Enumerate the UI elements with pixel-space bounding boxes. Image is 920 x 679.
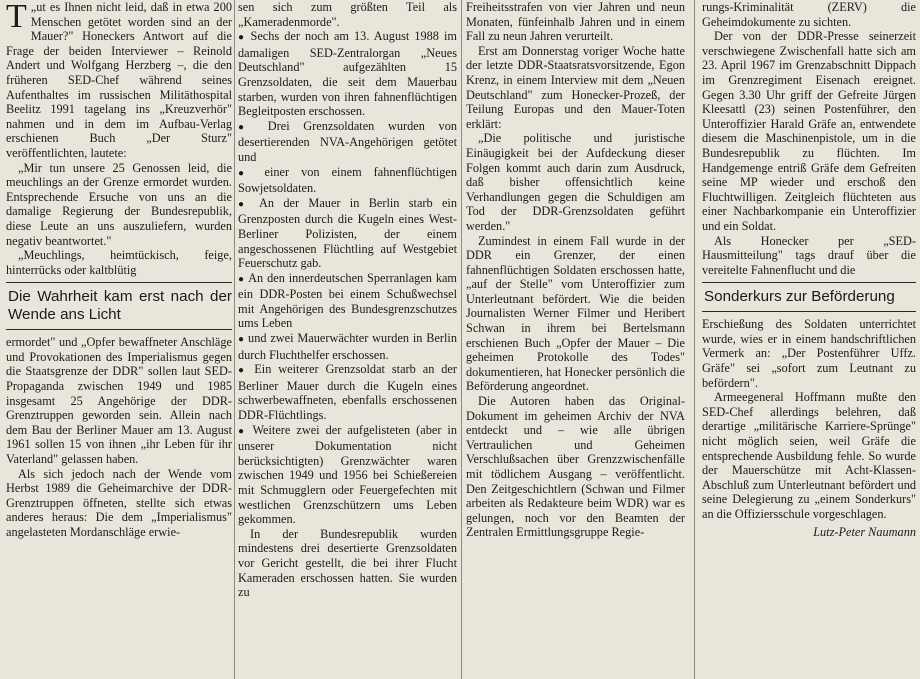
column-1 — [6, 0, 232, 679]
bullet-item: ● An den innerdeutschen Sperranlagen kam ein DDR-Posten bei einem Schußwechsel mit Angehörigen des Bundesgrenzschutzes ums Leben — [238, 271, 457, 331]
paragraph: sen sich zum größten Teil als „Kameradenmorde". — [238, 0, 457, 29]
paragraph: ermordet" und „Opfer bewaffneter Anschläge und Provokationen des Imperialismus gegen die Staatsgrenze der DDR" sollen laut SED-Propaganda zwischen 1949 und 1985 insgesamt 25 Angehörige der DDR-Grenztruppen geworden sein. Allein nach dem Bau der Berliner Mauer am 13. August 1961 sollen 15 von ihnen „ihr Leben für ihr Vaterland" gelassen haben. — [6, 335, 232, 467]
column-2 — [238, 0, 457, 679]
paragraph: „Mir tun unsere 25 Genossen leid, die meuchlings an der Grenze ermordet wurden. Entsprechende Ersuche von uns an die damalige Regierung der Bundesrepublik, diese Leute an uns auszuliefern, wurden negativ beantwortet." — [6, 160, 232, 248]
paragraph: Erschießung des Soldaten unterrichtet wurde, wies er in einem handschriftlichen Vermerk an: „Der Postenführer Uffz. Gräfe" sei „sofort zum Leutnant zu befördern". — [702, 317, 916, 390]
paragraph: rungs-Kriminalität (ZERV) die Geheimdokumente zu sichten. — [702, 0, 916, 29]
bullet-item: ● Ein weiterer Grenzsoldat starb an der Berliner Mauer durch die Kugeln eines schwerbewaffneten, ebenfalls erschossenen DDR-Flüchtlings. — [238, 362, 457, 422]
paragraph: In der Bundesrepublik wurden mindestens drei desertierte Grenzsoldaten vor Gericht gestellt, die bei ihrer Flucht Kameraden erschossen hatten. Sie wurden zu — [238, 526, 457, 600]
subheading: Die Wahrheit kam erst nach der Wende ans Licht — [8, 288, 232, 324]
author-byline: Lutz-Peter Naumann — [813, 524, 916, 539]
bullet-item: ● einer von einem fahnenflüchtigen Sowjetsoldaten. — [238, 165, 457, 196]
bullet-item: ● Sechs der noch am 13. August 1988 im damaligen SED-Zentralorgan „Neues Deutschland" aufgezählten 15 Grenzsoldaten, die seit dem Mauerbau starben, wurden von ihren fahnenflüchtigen Begleitposten erschossen. — [238, 29, 457, 119]
paragraph: Die Autoren haben das Original-Dokument im geheimen Archiv der NVA entdeckt und – wie alle übrigen Vertraulichen und Geheimen Verschlußsachen über Grenzzwischenfälle mit tödlichem Ausgang – veröffentlicht. Den Zeitgeschichtlern (Schwan und Filmer arbeiten als Redakteure beim WDR) war es gelungen, noch vor den Beamten der Zentralen Ermittlungsgruppe Regie- — [466, 394, 685, 540]
column-divider — [461, 0, 462, 679]
bullet-item: ● Drei Grenzsoldaten wurden von desertierenden NVA-Angehörigen getötet und — [238, 119, 457, 165]
paragraph: „Meuchlings, heimtückisch, feige, hinterrücks oder kaltblütig — [6, 248, 232, 277]
column-3 — [466, 0, 685, 679]
lead-paragraph: T „ut es Ihnen nicht leid, daß in etwa 200 Menschen getötet worden sind an der Mauer?" Honeckers Antwort auf die Frage der beiden Interviewer – Reinold Andert und Wolfgang Herzberg –, die den früheren SED-Chef während seines Aufenthaltes im russischen Militäthospital Beelitz 1991 tagelang ins „Kreuzverhör" nahmen und in dem im Aufbau-Verlag erschienen Buch „Der Sturz" veröffentlichten, lautete: — [6, 0, 232, 160]
subheading: Sonderkurs zur Beförderung — [704, 288, 895, 306]
bullet-item: ● und zwei Mauerwächter wurden in Berlin durch Fluchthelfer erschossen. — [238, 331, 457, 362]
column-4 — [702, 0, 916, 679]
paragraph: Armeegeneral Hoffmann mußte den SED-Chef allerdings belehren, daß derartige „militärische Karriere-Sprünge" nicht möglich seien, weil Gräfe die entsprechende Ausbildung fehle. So wurde der Mauerschütze mit Acht-Klassen-Abschluß zum Unterleutnant befördert und seine Delegierung zu „einem Sonderkurs" an die Offiziersschule vorgeschlagen. — [702, 390, 916, 521]
drop-cap: T — [6, 0, 27, 35]
paragraph: Freiheitsstrafen von vier Jahren und neun Monaten, fünfeinhalb Jahren und in einem Fall zu neun Jahren verurteilt. — [466, 0, 685, 44]
quote-paragraph: „Die politische und juristische Einäugigkeit bei der Aufdeckung dieser Folgen kommt auch darin zum Ausdruck, daß bisher offensichtlich keine Verhandlungen gegen die Schuldigen am Tod der DDR-Grenzsoldaten geführt werden." — [466, 131, 685, 233]
paragraph: Erst am Donnerstag voriger Woche hatte der letzte DDR-Staatsratsvorsitzende, Egon Krenz, in einem Interview mit dem „Neuen Deutschland" zum Honecker-Prozeß, der Teilung Europas und den Mauer-Toten erklärt: — [466, 43, 685, 131]
paragraph: Der von der DDR-Presse seinerzeit verschwiegene Zwischenfall hatte sich am 23. April 1967 im Grenzabschnitt Dippach im Grenzregiment Eisenach ereignet. Gegen 3.30 Uhr griff der Gefreite Jürgen Kleesattl (23) seinen Postenführer, den Unteroffizier Harald Gräfe an, entwendete diesem die Maschinenpistole, um in die Bundesrepublik zu flüchten. Im Handgemenge entriß Gräfe dem Gefreiten seine MP wieder und erschoß den Fluchtwilligen. Zeitgleich flüchteten aus einer Nachbarkompanie ein Unteroffizier und ein Soldat. — [702, 29, 916, 233]
bullet-item: ● An der Mauer in Berlin starb ein Grenzposten durch die Kugeln eines West-Berliner Polizisten, der einem angeschossenen Flüchtling auf Westgebiet Feuerschutz gab. — [238, 196, 457, 271]
paragraph: Als sich jedoch nach der Wende vom Herbst 1989 die Geheimarchive der DDR-Grenztruppen öffneten, stellte sich etwas anderes heraus: Die dem „Imperialismus" angelasteten Mordanschläge erwie- — [6, 466, 232, 539]
bullet-item: ● Weitere zwei der aufgelisteten (aber in unserer Dokumentation nicht berücksichtigten) Grenzwächter waren zwischen 1949 und 1956 bei Schießereien mit Schmugglern oder Feuergefechten mit westlichen Grenzschützern ums Leben gekommen. — [238, 423, 457, 527]
column-divider — [234, 0, 235, 679]
paragraph: Als Honecker per „SED-Hausmitteilung" tags drauf über die vereitelte Fahnenflucht und die — [702, 233, 916, 277]
column-divider — [694, 0, 695, 679]
paragraph: Zumindest in einem Fall wurde in der DDR ein Grenzer, der einen fahnenflüchtigen Soldaten erschossen hatte, „auf der Stelle" vom Unteroffizier zum Unterleutnant befördert. Wie die beiden Journalisten Werner Filmer und Heribert Schwan in ihrem bei Bertelsmann erschienen Buch „Opfer der Mauer – Die geheimen Protokolle des Todes" dokumentieren, hat Honecker persönlich die Beförderung angeordnet. — [466, 233, 685, 394]
